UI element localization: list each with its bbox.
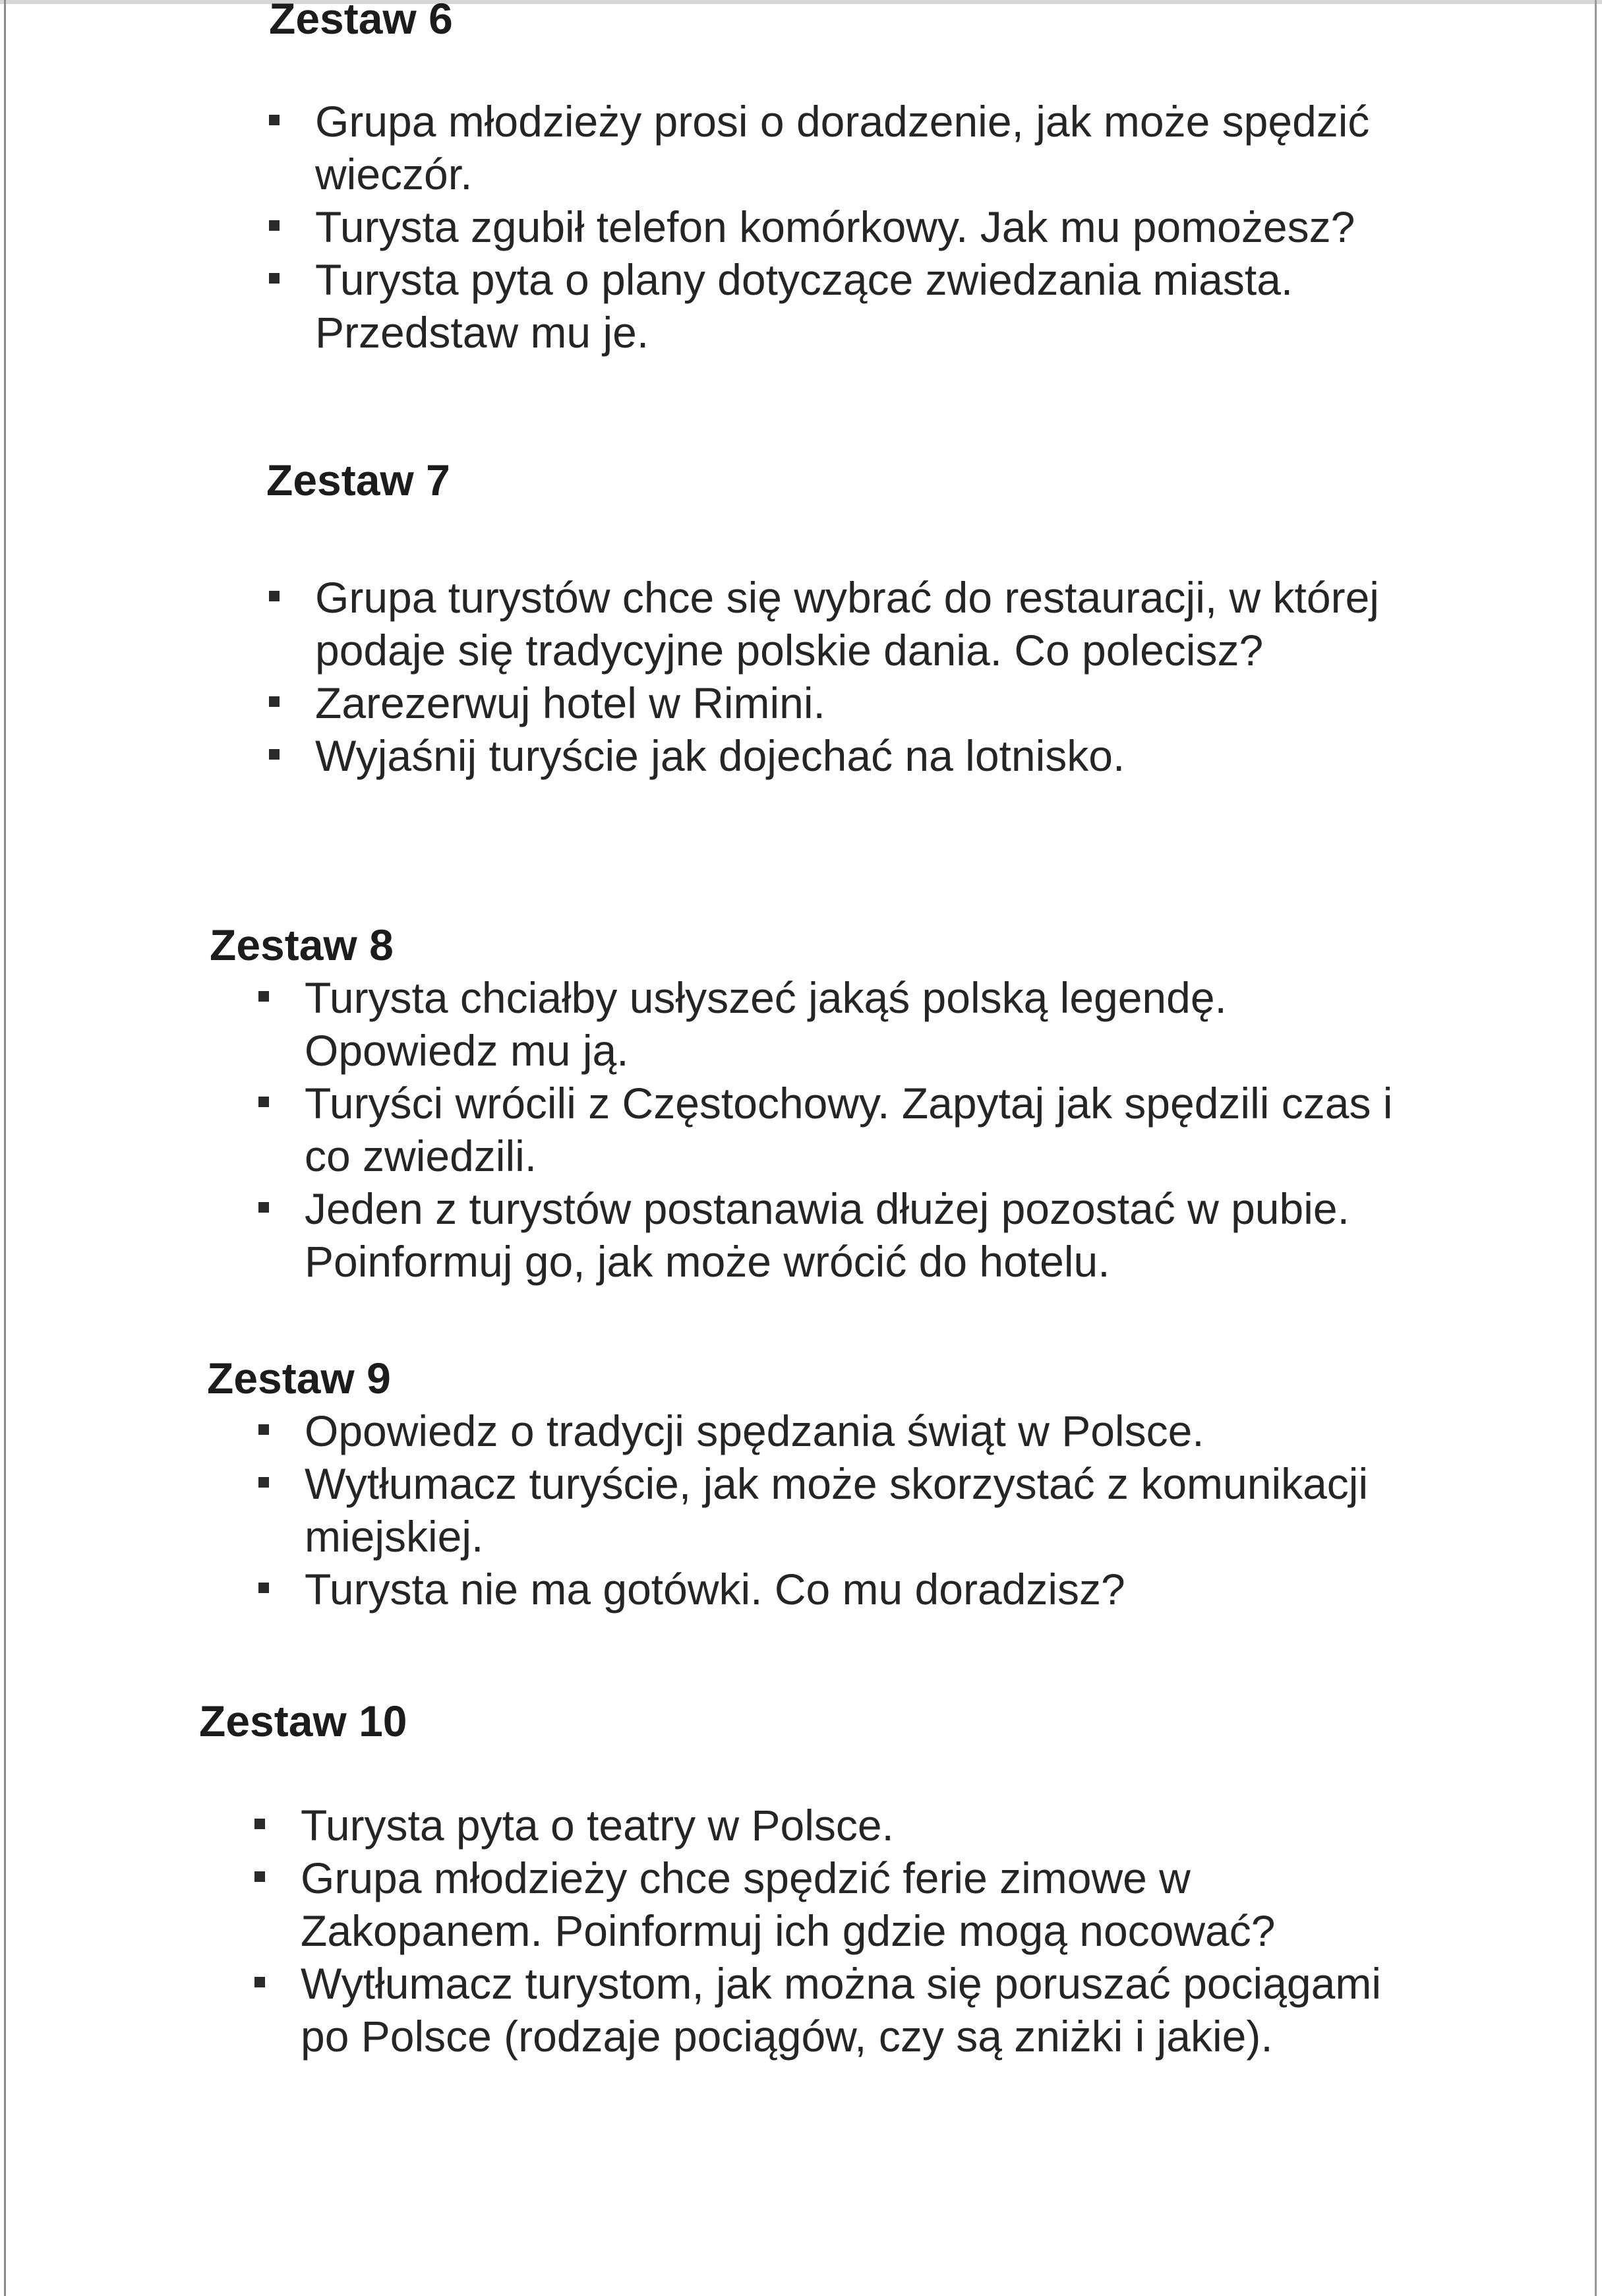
section-zestaw-7 (266, 454, 1473, 782)
bullet-icon (258, 1202, 269, 1213)
section-heading: Zestaw 7 (266, 456, 450, 504)
bullet-icon (269, 696, 280, 707)
list-item (269, 253, 1409, 359)
list-item (254, 1799, 1421, 1852)
list-item (258, 971, 1373, 1077)
list-item-text: Turysta zgubił telefon komórkowy. Jak mu pomożesz? (315, 202, 1355, 251)
list-item-text: Turyści wrócili z Częstochowy. Zapytaj jak spędzili czas i co zwiedzili. (305, 1079, 1393, 1180)
list-item (258, 1457, 1478, 1563)
list-item-text: Grupa młodzieży prosi o doradzenie, jak może spędzić wieczór. (315, 97, 1370, 198)
list-item (258, 1182, 1491, 1288)
section-heading: Zestaw 8 (210, 921, 394, 969)
list-item (269, 677, 1495, 729)
task-list (258, 971, 1462, 1288)
task-list (269, 95, 1456, 359)
list-item-text: Turysta chciałby usłyszeć jakąś polską legendę. Opowiedz mu ją. (305, 973, 1227, 1075)
list-item-text: Jeden z turystów postanawia dłużej pozostać w pubie. Poinformuj go, jak może wrócić do hotelu. (305, 1184, 1350, 1286)
list-item (269, 571, 1495, 677)
section-zestaw-10 (199, 1695, 1452, 2063)
list-item-text: Zarezerwuj hotel w Rimini. (315, 679, 825, 727)
bullet-icon (269, 115, 280, 125)
list-item-text: Opowiedz o tradycji spędzania świąt w Polsce. (305, 1406, 1204, 1455)
task-list (269, 571, 1473, 782)
list-item-text: Wytłumacz turystom, jak można się poruszać pociągami po Polsce (rodzaje pociągów, czy są zniżki i jakie). (301, 1959, 1381, 2061)
list-item-text: Turysta nie ma gotówki. Co mu doradzisz? (305, 1565, 1125, 1614)
bullet-icon (258, 1424, 269, 1435)
bullet-icon (269, 273, 280, 284)
bullet-icon (269, 591, 280, 601)
list-item (258, 1077, 1412, 1182)
section-zestaw-6 (269, 0, 1456, 359)
list-item-text: Turysta pyta o plany dotyczące zwiedzania miasta. Przedstaw mu je. (315, 255, 1293, 357)
bullet-icon (258, 1097, 269, 1107)
list-item-text: Wytłumacz turyście, jak może skorzystać z komunikacji miejskiej. (305, 1459, 1369, 1561)
list-item (269, 729, 1495, 782)
section-heading: Zestaw 10 (199, 1697, 407, 1745)
list-item-text: Wyjaśnij turyście jak dojechać na lotnisko. (315, 731, 1125, 780)
list-item (258, 1405, 1478, 1457)
list-item (254, 1957, 1421, 2063)
task-list (254, 1799, 1452, 2063)
list-item (258, 1563, 1478, 1616)
task-list (258, 1405, 1460, 1616)
scan-left-edge (4, 0, 6, 2296)
bullet-icon (258, 1583, 269, 1593)
bullet-icon (258, 1477, 269, 1488)
bullet-icon (254, 1871, 265, 1882)
list-item (269, 95, 1475, 200)
list-item-text: Grupa młodzieży chce spędzić ferie zimowe w Zakopanem. Poinformuj ich gdzie mogą nocować? (301, 1854, 1276, 1955)
bullet-icon (254, 1819, 265, 1829)
bullet-icon (269, 749, 280, 760)
list-item-text: Grupa turystów chce się wybrać do restauracji, w której podaje się tradycyjne polskie dania. Co polecisz? (315, 573, 1379, 675)
bullet-icon (258, 991, 269, 1002)
list-item (269, 200, 1475, 253)
scan-right-edge (1595, 0, 1597, 2296)
section-heading: Zestaw 9 (207, 1354, 391, 1403)
section-heading: Zestaw 6 (269, 0, 453, 43)
list-item-text: Turysta pyta o teatry w Polsce. (301, 1801, 894, 1850)
section-zestaw-9 (207, 1352, 1460, 1616)
bullet-icon (269, 220, 280, 231)
bullet-icon (254, 1977, 265, 1987)
section-zestaw-8 (210, 919, 1462, 1288)
list-item (254, 1852, 1408, 1957)
